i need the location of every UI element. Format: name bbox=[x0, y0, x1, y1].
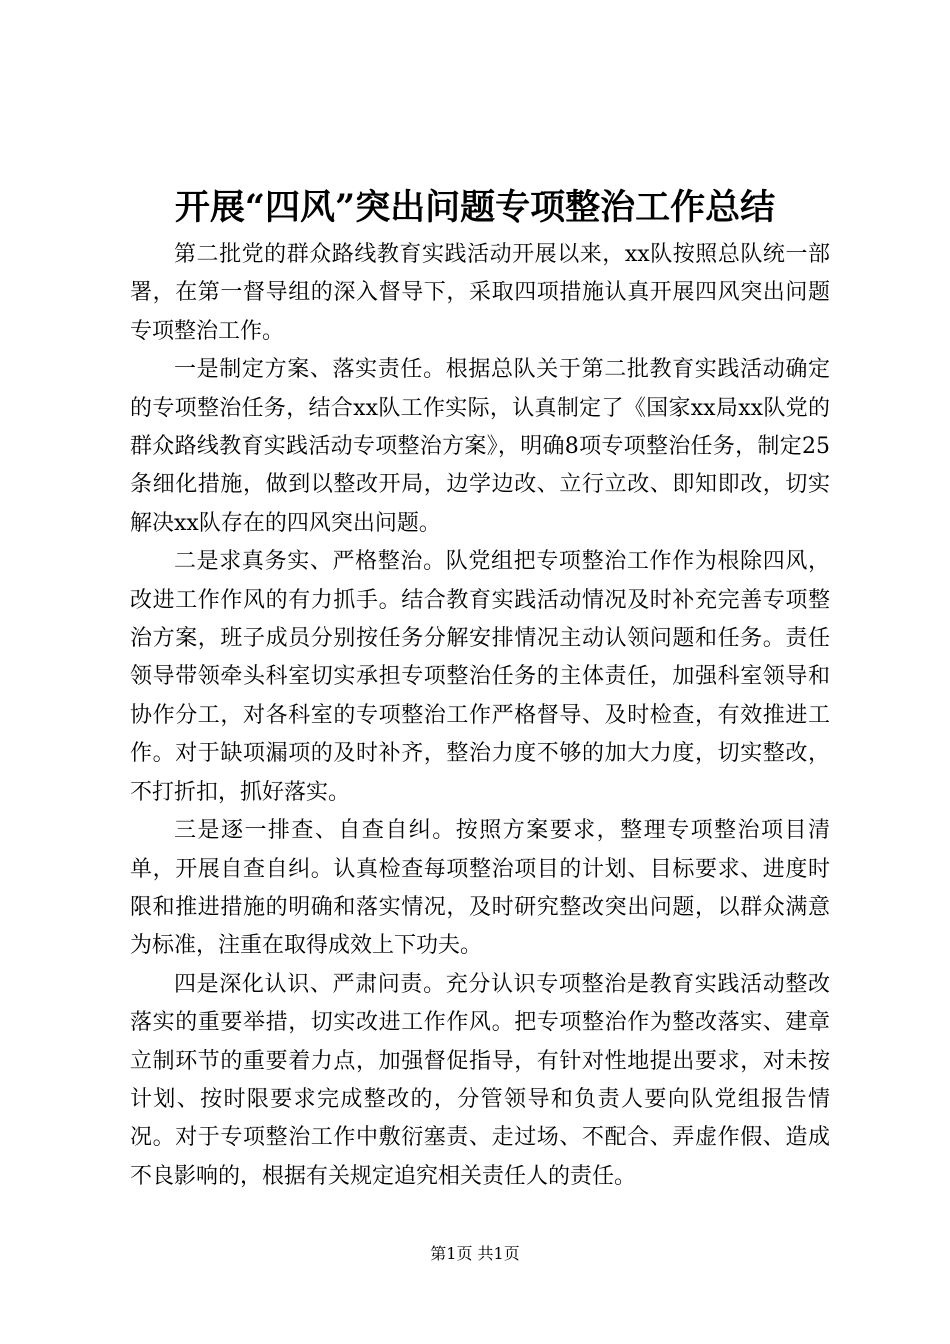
document-body bbox=[130, 236, 830, 1196]
paragraph-measure-4: 四是深化认识、严肃问责。充分认识专项整治是教育实践活动整改落实的重要举措，切实改进工作作风。把专项整治作为整改落实、建章立制环节的重要着力点，加强督促指导，有针对性地提出要求，对未按计划、按时限要求完成整改的，分管领导和负责人要向队党组报告情况。对于专项整治工作中敷衍塞责、走过场、不配合、弄虚作假、造成不良影响的，根据有关规定追究相关责任人的责任。 bbox=[130, 971, 830, 1189]
paragraph-measure-2: 二是求真务实、严格整治。队党组把专项整治工作作为根除四风，改进工作作风的有力抓手。结合教育实践活动情况及时补充完善专项整治方案，班子成员分别按任务分解安排情况主动认领问题和任务。责任领导带领牵头科室切实承担专项整治任务的主体责任，加强科室领导和协作分工，对各科室的专项整治工作严格督导、及时检查，有效推进工作。对于缺项漏项的及时补齐，整治力度不够的加大力度，切实整改，不打折扣，抓好落实。 bbox=[130, 549, 830, 805]
document-title: 开展“四风”突出问题专项整治工作总结 bbox=[174, 187, 776, 228]
paragraph-measure-3: 三是逐一排查、自查自纠。按照方案要求，整理专项整治项目清单，开展自查自纠。认真检查每项整治项目的计划、目标要求、进度时限和推进措施的明确和落实情况，及时研究整改突出问题，以群众满意为标准，注重在取得成效上下功夫。 bbox=[130, 818, 830, 959]
paragraph-measure-1: 一是制定方案、落实责任。根据总队关于第二批教育实践活动确定的专项整治任务，结合xx队工作实际，认真制定了《国家xx局xx队党的群众路线教育实践活动专项整治方案》，明确8项专项整治任务，制定25条细化措施，做到以整改开局，边学边改、立行立改、即知即改，切实解决xx队存在的四风突出问题。 bbox=[130, 357, 830, 536]
paragraph-intro: 第二批党的群众路线教育实践活动开展以来，xx队按照总队统一部署，在第一督导组的深入督导下，采取四项措施认真开展四风突出问题专项整治工作。 bbox=[130, 242, 830, 344]
page-number-footer: 第1页 共1页 bbox=[430, 1244, 520, 1263]
